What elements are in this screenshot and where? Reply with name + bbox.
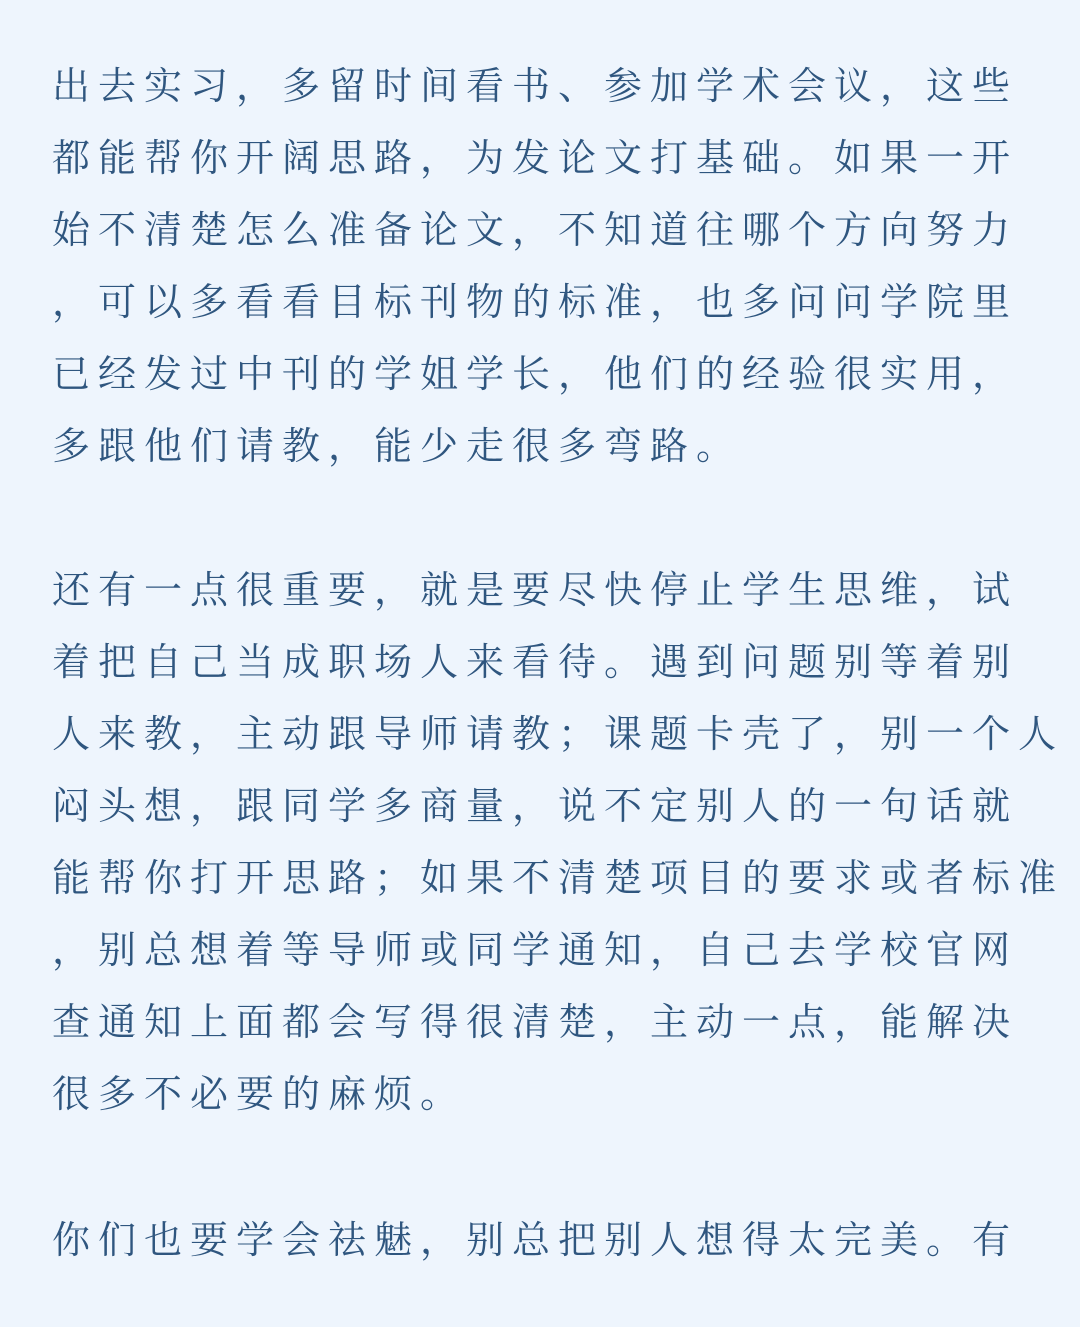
paragraph-line: 闷头想，跟同学多商量，说不定别人的一句话就: [52, 784, 1019, 828]
paragraph-line: 你们也要学会祛魅，别总把别人想得太完美。有: [52, 1218, 1019, 1262]
paragraph-demystify-advice: [52, 1216, 1052, 1272]
paragraph-mindset-advice: [52, 566, 1065, 1126]
paragraph-line: 着把自己当成职场人来看待。遇到问题别等着别: [52, 640, 1019, 684]
paragraph-line: 还有一点很重要，就是要尽快停止学生思维，试: [52, 568, 1019, 612]
paragraph-line: 出去实习，多留时间看书、参加学术会议，这些: [52, 64, 1019, 108]
paragraph-line: 都能帮你开阔思路，为发论文打基础。如果一开: [52, 136, 1019, 180]
paragraph-line: 能帮你打开思路；如果不清楚项目的要求或者标准: [52, 856, 1065, 900]
paragraph-line: 已经发过中刊的学姐学长，他们的经验很实用，: [52, 352, 1019, 396]
paragraph-internship-advice: [52, 62, 1052, 502]
paragraph-line: ，可以多看看目标刊物的标准，也多问问学院里: [52, 280, 1019, 324]
paragraph-line: 人来教，主动跟导师请教；课题卡壳了，别一个人: [52, 712, 1065, 756]
paragraph-line: ，别总想着等导师或同学通知，自己去学校官网: [52, 928, 1019, 972]
paragraph-line: 很多不必要的麻烦。: [52, 1072, 467, 1116]
paragraph-line: 始不清楚怎么准备论文，不知道往哪个方向努力: [52, 208, 1019, 252]
paragraph-line: 查通知上面都会写得很清楚，主动一点，能解决: [52, 1000, 1019, 1044]
paragraph-line: 多跟他们请教，能少走很多弯路。: [52, 424, 743, 468]
